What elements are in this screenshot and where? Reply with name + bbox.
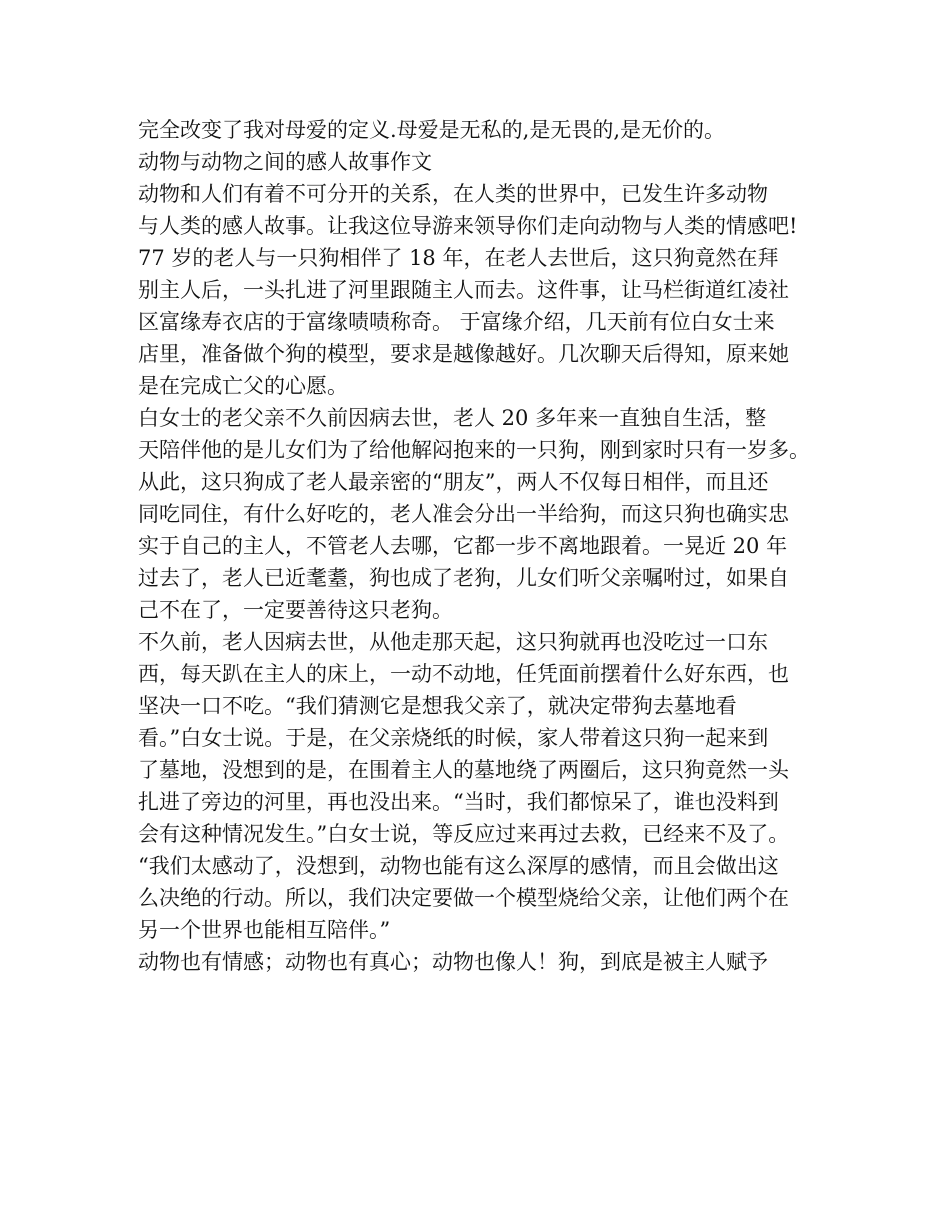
text-line: 从此，这只狗成了老人最亲密的“朋友”，两人不仅每日相伴，而且还 [138, 470, 769, 494]
text-line: 与人类的感人故事。让我这位导游来领导你们走向动物与人类的情感吧! [138, 214, 798, 238]
article-body [138, 114, 828, 978]
text-line: 会有这种情况发生。”白女士说，等反应过来再过去救，已经来不及了。 [138, 822, 790, 846]
text-line: 是在完成亡父的心愿。 [138, 374, 348, 398]
text-line: “我们太感动了，没想到，动物也能有这么深厚的感情，而且会做出这 [138, 854, 779, 878]
text-line: 西，每天趴在主人的床上，一动不动地，任凭面前摆着什么好东西，也 [138, 662, 789, 686]
text-line: 己不在了，一定要善待这只老狗。 [138, 598, 453, 622]
text-line: 店里，准备做个狗的模型，要求是越像越好。几次聊天后得知，原来她 [138, 342, 789, 366]
text-line: 同吃同住，有什么好吃的，老人准会分出一半给狗，而这只狗也确实忠 [138, 502, 789, 526]
text-line: 实于自己的主人，不管老人去哪，它都一步不离地跟着。一晃近 20 年 [138, 534, 788, 558]
text-line: 动物和人们有着不可分开的关系，在人类的世界中，已发生许多动物 [138, 182, 768, 206]
text-line: 看。”白女士说。于是，在父亲烧纸的时候，家人带着这只狗一起来到 [138, 726, 769, 750]
text-line: 了墓地，没想到的是，在围着主人的墓地绕了两圈后，这只狗竟然一头 [138, 758, 789, 782]
text-line: 区富缘寿衣店的于富缘啧啧称奇。 于富缘介绍，几天前有位白女士来 [138, 310, 775, 334]
text-line: 坚决一口不吃。“我们猜测它是想我父亲了，就决定带狗去墓地看 [138, 694, 737, 718]
text-line: 扎进了旁边的河里，再也没出来。“当时，我们都惊呆了，谁也没料到 [138, 790, 779, 814]
text-line: 不久前，老人因病去世，从他走那天起，这只狗就再也没吃过一口东 [138, 630, 768, 654]
text-line: 别主人后，一头扎进了河里跟随主人而去。这件事，让马栏街道红凌社 [138, 278, 789, 302]
text-line: 77 岁的老人与一只狗相伴了 18 年，在老人去世后，这只狗竟然在拜 [138, 246, 779, 270]
section-title: 动物与动物之间的感人故事作文 [138, 150, 432, 174]
text-line: 完全改变了我对母爱的定义.母爱是无私的,是无畏的,是无价的。 [138, 118, 726, 142]
text-line: 动物也有情感；动物也有真心；动物也像人！狗，到底是被主人赋予 [138, 950, 768, 974]
text-line: 另一个世界也能相互陪伴。” [138, 918, 391, 942]
text-line: 么决绝的行动。所以，我们决定要做一个模型烧给父亲，让他们两个在 [138, 886, 789, 910]
text-line: 白女士的老父亲不久前因病去世，老人 20 多年来一直独自生活，整 [138, 406, 767, 430]
text-line: 天陪伴他的是儿女们为了给他解闷抱来的一只狗，刚到家时只有一岁多。 [138, 438, 810, 462]
text-line: 过去了，老人已近耄耋，狗也成了老狗，儿女们听父亲嘱咐过，如果自 [138, 566, 789, 590]
